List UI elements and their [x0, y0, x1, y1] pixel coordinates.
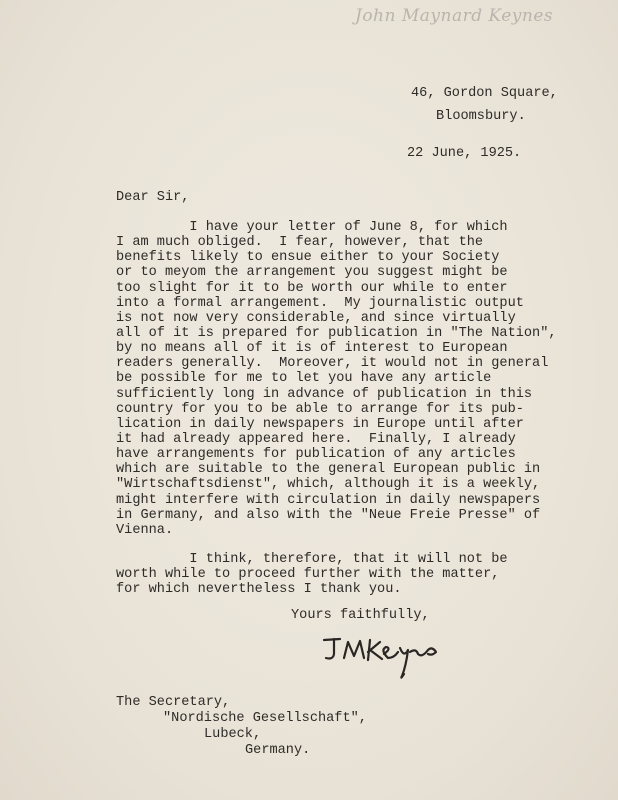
body-paragraph-1	[116, 220, 557, 538]
paragraph2-line: worth while to proceed further with the matter,	[116, 567, 500, 583]
address-line-1: 46, Gordon Square,	[411, 86, 558, 101]
paragraph1-line: or to meyom the arrangement you suggest might be	[116, 265, 508, 281]
paragraph1-line: might interfere with circulation in daily newspapers	[116, 492, 541, 508]
paragraph1-line: I am much obliged. I fear, however, that the	[116, 235, 484, 251]
paragraph1-line: benefits likely to ensue either to your Society	[116, 250, 500, 266]
paragraph2-line: for which nevertheless I thank you.	[116, 582, 402, 598]
paragraph1-line: it had already appeared here. Finally, I already	[116, 431, 516, 447]
recipient-line-2: "Nordische Gesellschaft",	[163, 711, 367, 726]
signature	[318, 636, 448, 682]
paragraph1-line: "Wirtschaftsdienst", which, although it is a weekly,	[116, 477, 541, 493]
pencil-annotation: John Maynard Keynes	[355, 6, 554, 26]
paragraph1-line: I have your letter of June 8, for which	[116, 220, 508, 235]
paragraph1-line: by no means all of it is of interest to European	[116, 341, 508, 357]
paragraph1-line: too slight for it to be worth our while to enter	[116, 280, 508, 296]
paragraph1-line: country for you to be able to arrange for its pub-	[116, 401, 524, 417]
paragraph1-line: which are suitable to the general European public in	[116, 462, 541, 478]
closing: Yours faithfully,	[291, 608, 430, 623]
paragraph1-line: be possible for me to let you have any article	[116, 371, 492, 387]
recipient-line-3: Lubeck,	[204, 727, 262, 742]
salutation: Dear Sir,	[116, 190, 190, 205]
recipient-line-4: Germany.	[245, 743, 311, 758]
paragraph1-line: in Germany, and also with the "Neue Freie Presse" of	[116, 507, 541, 523]
paragraph1-line: readers generally. Moreover, it would not in general	[116, 356, 549, 372]
address-line-2: Bloomsbury.	[436, 109, 526, 124]
recipient-line-1: The Secretary,	[116, 695, 231, 710]
paragraph1-line: is not now very considerable, and since virtually	[116, 310, 516, 326]
body-paragraph-2	[116, 552, 508, 598]
letter-date: 22 June, 1925.	[407, 146, 522, 161]
paragraph1-line: into a formal arrangement. My journalistic output	[116, 295, 524, 311]
paragraph1-line: lication in daily newspapers in Europe until after	[116, 416, 524, 432]
paragraph1-line: sufficiently long in advance of publication in this	[116, 386, 533, 402]
paragraph1-line: all of it is prepared for publication in "The Nation",	[116, 325, 557, 341]
paragraph1-line: Vienna.	[116, 522, 174, 538]
paragraph2-line: I think, therefore, that it will not be	[116, 552, 508, 567]
paragraph1-line: have arrangements for publication of any articles	[116, 447, 516, 463]
